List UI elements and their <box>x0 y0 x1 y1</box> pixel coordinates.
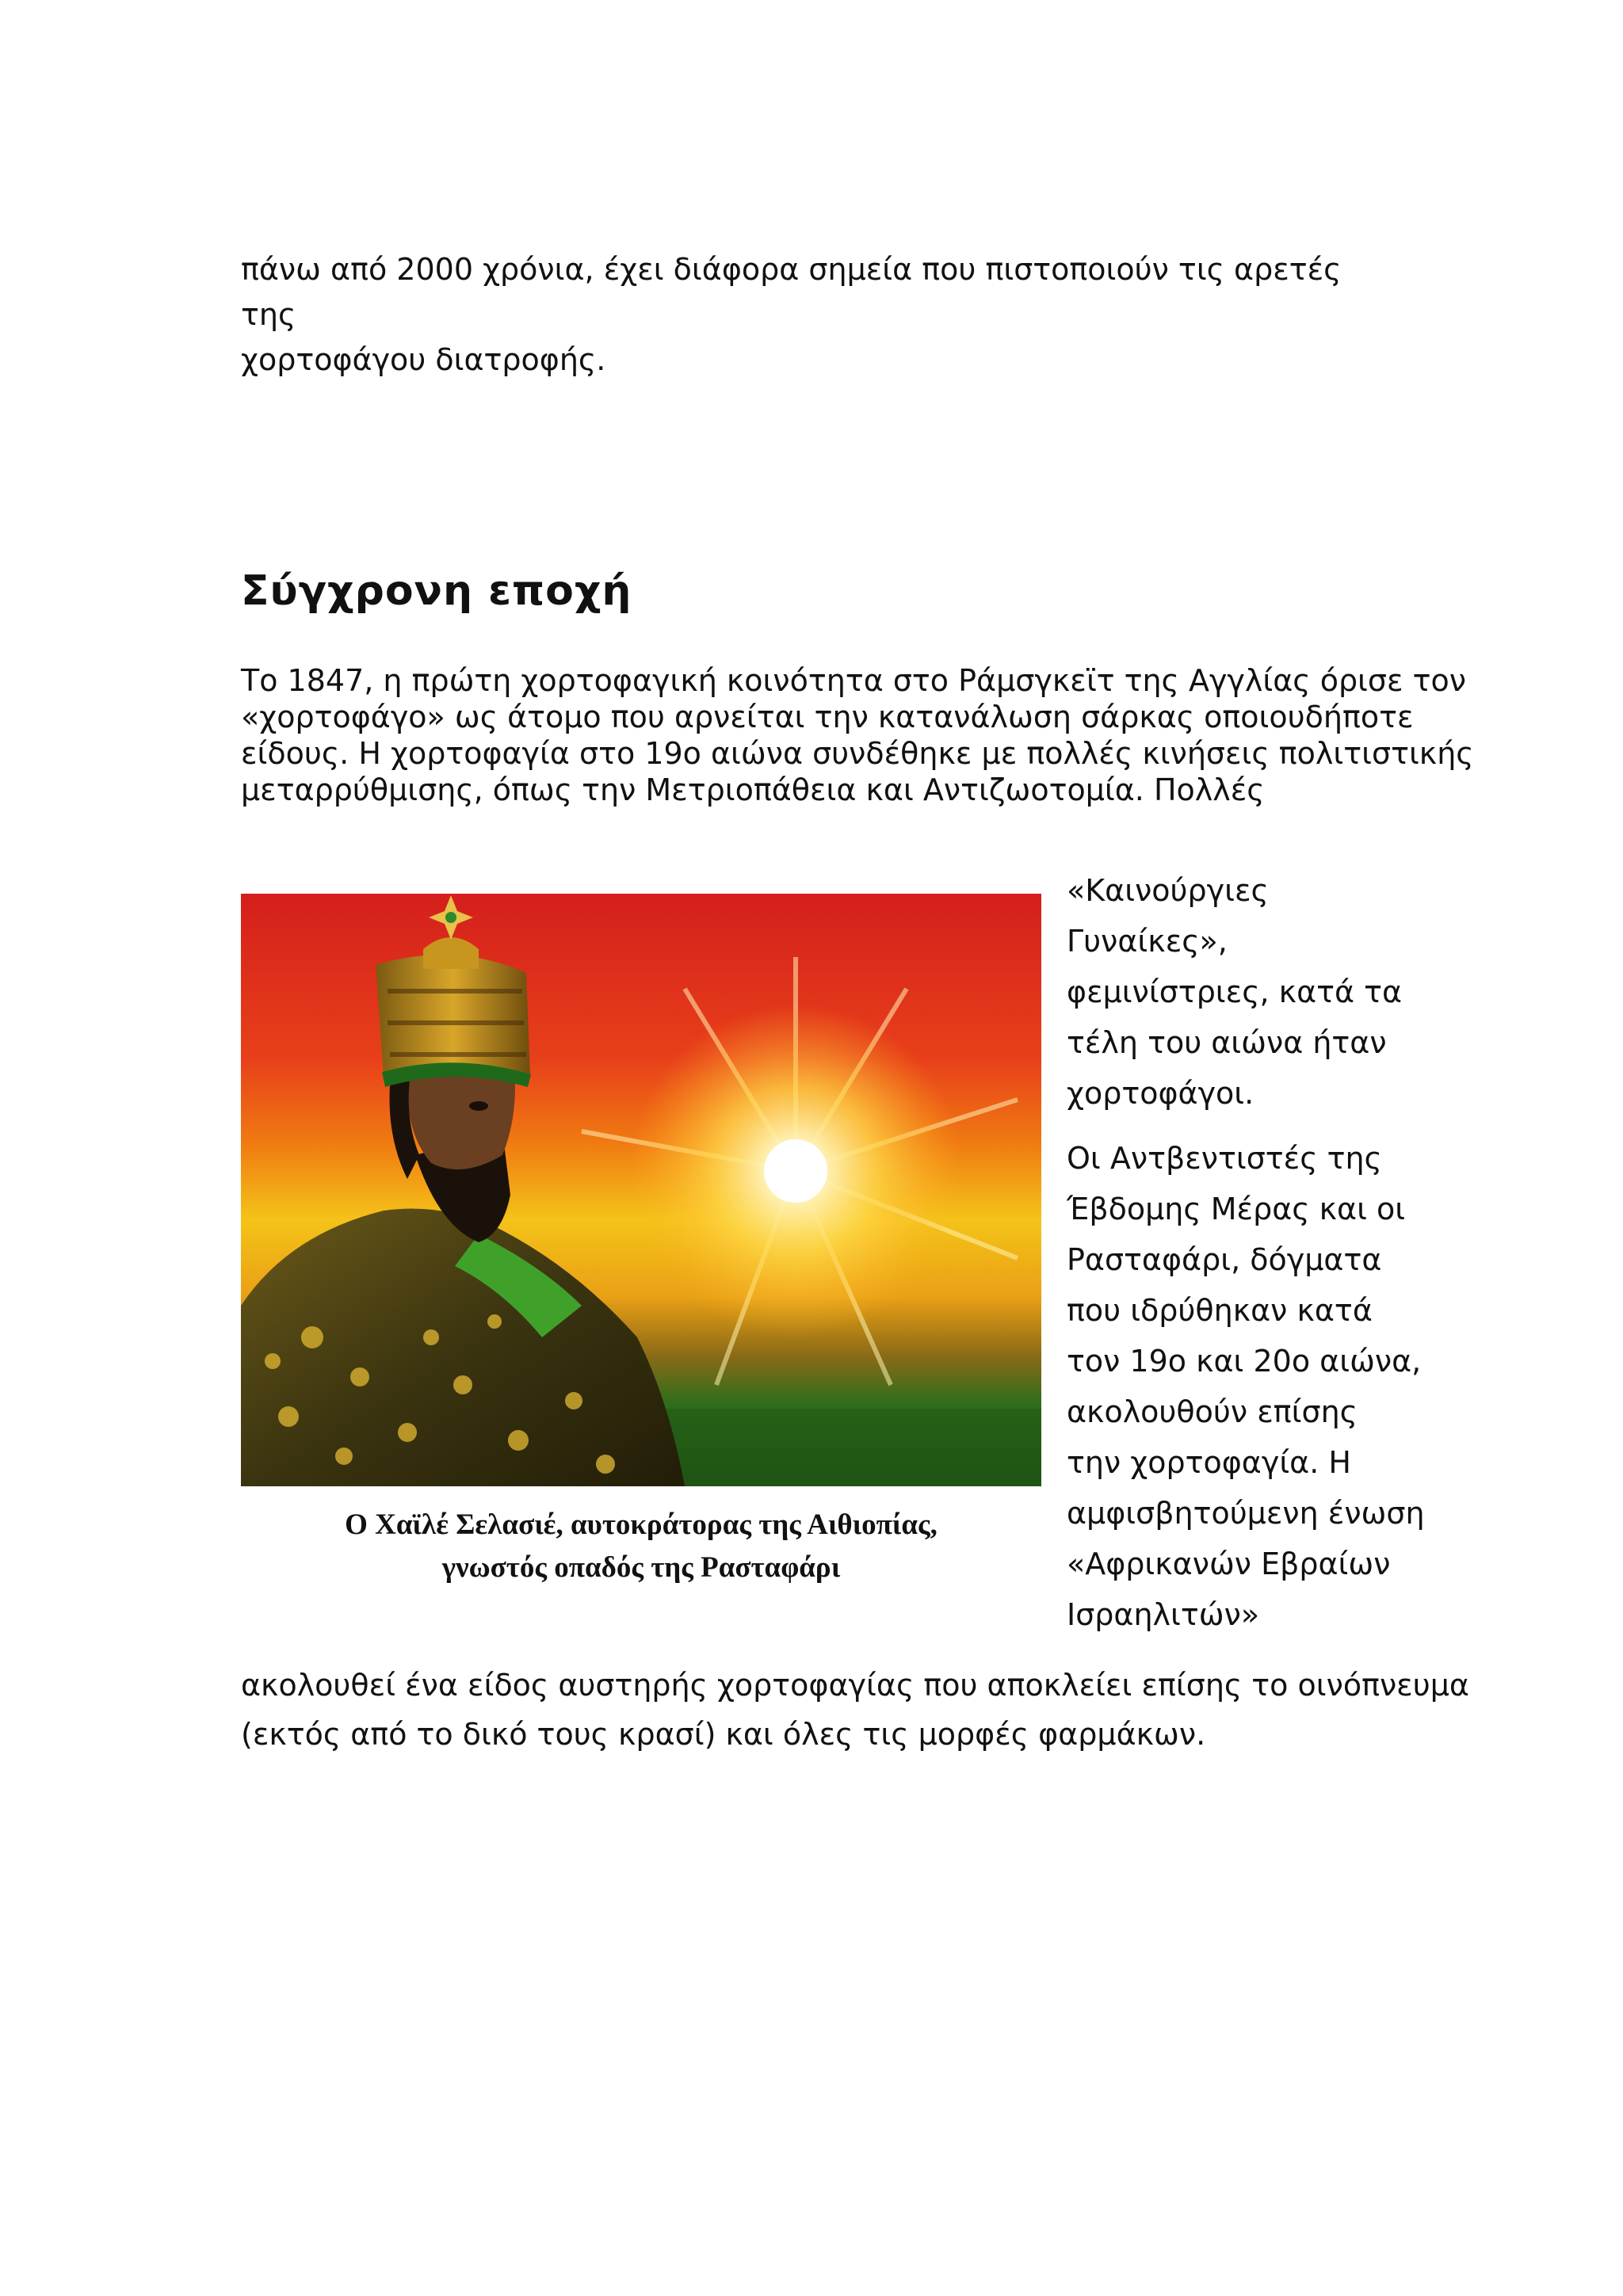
side-line: την χορτοφαγία. Η <box>1067 1445 1351 1480</box>
paragraph-line: (εκτός από το δικό τους κρασί) και όλες τις μορφές φαρμάκων. <box>241 1717 1206 1752</box>
side-line: «Αφρικανών Εβραίων <box>1067 1547 1391 1581</box>
paragraph-line: μεταρρύθμισης, όπως την Μετριοπάθεια και Αντιζωοτομία. Πολλές <box>241 772 1265 807</box>
side-line: Γυναίκες», <box>1067 924 1228 959</box>
side-line: τον 19ο και 20ο αιώνα, <box>1067 1344 1422 1379</box>
side-line: Ρασταφάρι, δόγματα <box>1067 1242 1382 1277</box>
side-line: αμφισβητούμενη ένωση <box>1067 1496 1425 1531</box>
tail-paragraph <box>241 1661 1469 1759</box>
side-line: που ιδρύθηκαν κατά <box>1067 1293 1373 1328</box>
portrait-figure <box>241 894 1041 1589</box>
section-paragraph <box>241 662 1474 808</box>
side-line: φεμινίστριες, κατά τα <box>1067 974 1403 1009</box>
section-heading: Σύγχρονη εποχή <box>241 567 632 615</box>
side-line: Ισραηλιτών» <box>1067 1597 1260 1632</box>
intro-paragraph <box>241 247 1398 383</box>
intro-line: πάνω από 2000 χρόνια, έχει διάφορα σημεία που πιστοποιούν τις αρετές της <box>241 252 1342 332</box>
paragraph-line: είδους. Η χορτοφαγία στο 19ο αιώνα συνδέθηκε με πολλές κινήσεις πολιτιστικής <box>241 736 1474 771</box>
figure-caption <box>241 1504 1041 1589</box>
caption-line: γνωστός οπαδός της Ρασταφάρι <box>441 1550 841 1584</box>
side-line: τέλη του αιώνα ήταν <box>1067 1025 1387 1060</box>
paragraph-line: ακολουθεί ένα είδος αυστηρής χορτοφαγίας που αποκλείει επίσης το οινόπνευμα <box>241 1668 1469 1703</box>
side-line: ακολουθούν επίσης <box>1067 1394 1358 1429</box>
haile-selassie-portrait <box>241 894 1041 1486</box>
side-line: «Καινούργιες <box>1067 873 1269 908</box>
side-text-column <box>1067 865 1425 1640</box>
paragraph-line: «χορτοφάγο» ως άτομο που αρνείται την κατανάλωση σάρκας οποιουδήποτε <box>241 700 1414 734</box>
paragraph-line: Το 1847, η πρώτη χορτοφαγική κοινότητα στο Ράμσγκεϊτ της Αγγλίας όρισε τον <box>241 663 1466 698</box>
side-line: χορτοφάγοι. <box>1067 1076 1254 1111</box>
side-line: Οι Αντβεντιστές της <box>1067 1141 1382 1176</box>
intro-line: χορτοφάγου διατροφής. <box>241 342 606 377</box>
paragraph-gap <box>1067 1119 1415 1133</box>
caption-line: Ο Χαϊλέ Σελασιέ, αυτοκράτορας της Αιθιοπίας, <box>345 1508 938 1541</box>
side-line: Έβδομης Μέρας και οι <box>1067 1192 1406 1226</box>
